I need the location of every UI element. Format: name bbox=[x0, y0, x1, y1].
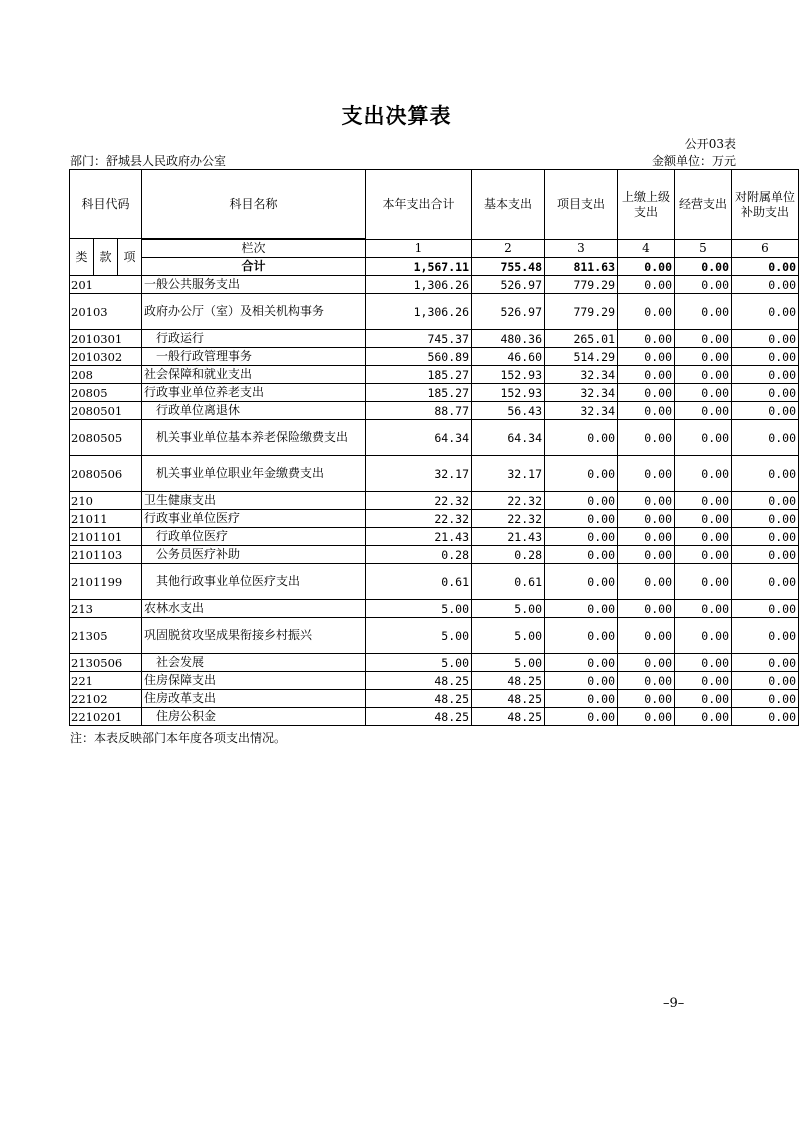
total-value: 0.00 bbox=[732, 258, 799, 276]
amount-cell: 5.00 bbox=[472, 654, 545, 672]
amount-cell: 0.00 bbox=[618, 366, 675, 384]
amount-cell: 0.00 bbox=[732, 708, 799, 726]
amount-cell: 0.00 bbox=[732, 672, 799, 690]
table-row bbox=[70, 294, 799, 330]
amount-cell: 0.00 bbox=[618, 546, 675, 564]
amount-cell: 0.00 bbox=[545, 492, 618, 510]
subject-name: 行政事业单位养老支出 bbox=[142, 384, 366, 402]
amount-cell: 0.00 bbox=[732, 618, 799, 654]
amount-cell: 185.27 bbox=[366, 366, 472, 384]
amount-cell: 0.28 bbox=[472, 546, 545, 564]
column-index-6: 6 bbox=[732, 240, 799, 258]
amount-cell: 0.00 bbox=[618, 672, 675, 690]
amount-cell: 48.25 bbox=[366, 708, 472, 726]
amount-cell: 0.00 bbox=[675, 420, 732, 456]
total-label: 合计 bbox=[142, 258, 366, 276]
amount-cell: 0.00 bbox=[675, 564, 732, 600]
amount-cell: 0.00 bbox=[618, 528, 675, 546]
amount-cell: 22.32 bbox=[366, 492, 472, 510]
amount-cell: 0.00 bbox=[545, 510, 618, 528]
subject-code: 210 bbox=[70, 492, 142, 510]
table-row bbox=[70, 618, 799, 654]
amount-cell: 779.29 bbox=[545, 276, 618, 294]
column-index-4: 4 bbox=[618, 240, 675, 258]
table-row bbox=[70, 366, 799, 384]
header-subsidy: 对附属单位补助支出 bbox=[732, 170, 799, 240]
amount-cell: 745.37 bbox=[366, 330, 472, 348]
amount-cell: 5.00 bbox=[366, 618, 472, 654]
table-row bbox=[70, 330, 799, 348]
amount-cell: 0.00 bbox=[675, 654, 732, 672]
amount-cell: 0.00 bbox=[732, 564, 799, 600]
amount-cell: 0.00 bbox=[675, 402, 732, 420]
amount-cell: 0.00 bbox=[675, 294, 732, 330]
subject-name: 卫生健康支出 bbox=[142, 492, 366, 510]
header-business: 经营支出 bbox=[675, 170, 732, 240]
subject-name: 住房保障支出 bbox=[142, 672, 366, 690]
amount-cell: 0.00 bbox=[618, 654, 675, 672]
subject-code: 2080506 bbox=[70, 456, 142, 492]
amount-cell: 0.00 bbox=[732, 348, 799, 366]
amount-cell: 32.34 bbox=[545, 366, 618, 384]
subject-code: 20805 bbox=[70, 384, 142, 402]
amount-cell: 0.00 bbox=[618, 618, 675, 654]
amount-cell: 0.00 bbox=[545, 690, 618, 708]
subject-name: 住房改革支出 bbox=[142, 690, 366, 708]
subject-name: 巩固脱贫攻坚成果衔接乡村振兴 bbox=[142, 618, 366, 654]
subject-name: 行政运行 bbox=[142, 330, 366, 348]
amount-cell: 0.00 bbox=[675, 618, 732, 654]
header-code: 科目代码 bbox=[70, 170, 142, 239]
amount-cell: 0.00 bbox=[618, 420, 675, 456]
amount-cell: 0.00 bbox=[618, 384, 675, 402]
amount-cell: 514.29 bbox=[545, 348, 618, 366]
amount-cell: 0.00 bbox=[732, 294, 799, 330]
amount-cell: 0.00 bbox=[675, 528, 732, 546]
amount-cell: 88.77 bbox=[366, 402, 472, 420]
subject-name: 公务员医疗补助 bbox=[142, 546, 366, 564]
table-row bbox=[70, 564, 799, 600]
amount-cell: 0.00 bbox=[618, 456, 675, 492]
amount-cell: 560.89 bbox=[366, 348, 472, 366]
amount-cell: 48.25 bbox=[366, 690, 472, 708]
table-row bbox=[70, 600, 799, 618]
subject-code: 221 bbox=[70, 672, 142, 690]
subject-code: 208 bbox=[70, 366, 142, 384]
subject-code: 201 bbox=[70, 276, 142, 294]
subject-name: 行政事业单位医疗 bbox=[142, 510, 366, 528]
page-number: –9– bbox=[663, 996, 685, 1011]
subject-name: 其他行政事业单位医疗支出 bbox=[142, 564, 366, 600]
subject-code: 2101103 bbox=[70, 546, 142, 564]
amount-cell: 0.61 bbox=[366, 564, 472, 600]
subject-name: 一般公共服务支出 bbox=[142, 276, 366, 294]
amount-cell: 526.97 bbox=[472, 276, 545, 294]
total-value: 1,567.11 bbox=[366, 258, 472, 276]
amount-cell: 32.34 bbox=[545, 384, 618, 402]
amount-cell: 0.00 bbox=[732, 510, 799, 528]
amount-cell: 0.00 bbox=[675, 366, 732, 384]
amount-cell: 0.00 bbox=[618, 564, 675, 600]
unit-label: 金额单位：万元 bbox=[651, 154, 736, 168]
subject-code: 2010302 bbox=[70, 348, 142, 366]
amount-cell: 0.00 bbox=[675, 330, 732, 348]
subject-name: 农林水支出 bbox=[142, 600, 366, 618]
form-number: 公开03表 bbox=[684, 137, 736, 151]
page-title: 支出决算表 bbox=[341, 104, 452, 128]
amount-cell: 0.00 bbox=[618, 402, 675, 420]
total-value: 811.63 bbox=[545, 258, 618, 276]
amount-cell: 0.00 bbox=[732, 366, 799, 384]
amount-cell: 0.00 bbox=[732, 492, 799, 510]
amount-cell: 0.00 bbox=[545, 672, 618, 690]
subject-name: 政府办公厅（室）及相关机构事务 bbox=[142, 294, 366, 330]
subject-code: 2130506 bbox=[70, 654, 142, 672]
subject-name: 社会保障和就业支出 bbox=[142, 366, 366, 384]
amount-cell: 0.00 bbox=[732, 546, 799, 564]
subject-name: 机关事业单位基本养老保险缴费支出 bbox=[142, 420, 366, 456]
amount-cell: 64.34 bbox=[472, 420, 545, 456]
amount-cell: 0.00 bbox=[675, 510, 732, 528]
subject-code: 22102 bbox=[70, 690, 142, 708]
amount-cell: 0.00 bbox=[732, 420, 799, 456]
amount-cell: 0.00 bbox=[618, 510, 675, 528]
column-index-2: 2 bbox=[472, 240, 545, 258]
column-index-5: 5 bbox=[675, 240, 732, 258]
amount-cell: 0.28 bbox=[366, 546, 472, 564]
header-name: 科目名称 bbox=[142, 170, 366, 239]
header-lei: 类 bbox=[70, 239, 94, 276]
table-row bbox=[70, 402, 799, 420]
amount-cell: 22.32 bbox=[472, 510, 545, 528]
subject-code: 20103 bbox=[70, 294, 142, 330]
amount-cell: 1,306.26 bbox=[366, 276, 472, 294]
amount-cell: 265.01 bbox=[545, 330, 618, 348]
header-row bbox=[70, 170, 799, 239]
amount-cell: 0.00 bbox=[545, 528, 618, 546]
amount-cell: 0.00 bbox=[618, 492, 675, 510]
amount-cell: 0.00 bbox=[618, 708, 675, 726]
amount-cell: 0.00 bbox=[732, 528, 799, 546]
table-note: 注：本表反映部门本年度各项支出情况。 bbox=[70, 731, 287, 745]
amount-cell: 0.00 bbox=[675, 456, 732, 492]
amount-cell: 0.00 bbox=[545, 564, 618, 600]
table-row bbox=[70, 708, 799, 726]
amount-cell: 64.34 bbox=[366, 420, 472, 456]
expenditure-table bbox=[69, 169, 799, 726]
amount-cell: 0.00 bbox=[545, 546, 618, 564]
subject-code: 21011 bbox=[70, 510, 142, 528]
amount-cell: 152.93 bbox=[472, 366, 545, 384]
amount-cell: 0.00 bbox=[732, 330, 799, 348]
amount-cell: 185.27 bbox=[366, 384, 472, 402]
header-lanci: 栏次 bbox=[142, 240, 366, 258]
subject-name: 住房公积金 bbox=[142, 708, 366, 726]
amount-cell: 0.00 bbox=[545, 654, 618, 672]
amount-cell: 32.17 bbox=[366, 456, 472, 492]
table-row bbox=[70, 528, 799, 546]
amount-cell: 21.43 bbox=[366, 528, 472, 546]
amount-cell: 21.43 bbox=[472, 528, 545, 546]
amount-cell: 32.17 bbox=[472, 456, 545, 492]
header-upper: 上缴上级支出 bbox=[618, 170, 675, 240]
amount-cell: 0.00 bbox=[545, 456, 618, 492]
amount-cell: 0.00 bbox=[732, 402, 799, 420]
amount-cell: 0.00 bbox=[618, 294, 675, 330]
amount-cell: 0.00 bbox=[618, 330, 675, 348]
amount-cell: 0.61 bbox=[472, 564, 545, 600]
header-xiang: 项 bbox=[118, 239, 142, 276]
amount-cell: 0.00 bbox=[732, 456, 799, 492]
amount-cell: 0.00 bbox=[675, 708, 732, 726]
amount-cell: 48.25 bbox=[472, 672, 545, 690]
table-row bbox=[70, 510, 799, 528]
subject-code: 213 bbox=[70, 600, 142, 618]
amount-cell: 0.00 bbox=[675, 672, 732, 690]
amount-cell: 5.00 bbox=[366, 600, 472, 618]
subject-name: 一般行政管理事务 bbox=[142, 348, 366, 366]
subject-code: 2010301 bbox=[70, 330, 142, 348]
amount-cell: 5.00 bbox=[472, 618, 545, 654]
table-row bbox=[70, 672, 799, 690]
column-index-row bbox=[70, 240, 799, 258]
column-index-3: 3 bbox=[545, 240, 618, 258]
total-value: 0.00 bbox=[618, 258, 675, 276]
amount-cell: 0.00 bbox=[618, 348, 675, 366]
subject-code: 2101199 bbox=[70, 564, 142, 600]
header-project: 项目支出 bbox=[545, 170, 618, 240]
table-row bbox=[70, 492, 799, 510]
amount-cell: 0.00 bbox=[545, 708, 618, 726]
amount-cell: 46.60 bbox=[472, 348, 545, 366]
header-kuan: 款 bbox=[94, 239, 118, 276]
table-header bbox=[70, 170, 799, 276]
subject-code: 2080501 bbox=[70, 402, 142, 420]
amount-cell: 0.00 bbox=[675, 492, 732, 510]
subject-code: 2210201 bbox=[70, 708, 142, 726]
amount-cell: 152.93 bbox=[472, 384, 545, 402]
subject-name: 机关事业单位职业年金缴费支出 bbox=[142, 456, 366, 492]
amount-cell: 0.00 bbox=[732, 384, 799, 402]
amount-cell: 0.00 bbox=[618, 276, 675, 294]
amount-cell: 56.43 bbox=[472, 402, 545, 420]
amount-cell: 0.00 bbox=[732, 600, 799, 618]
amount-cell: 32.34 bbox=[545, 402, 618, 420]
amount-cell: 779.29 bbox=[545, 294, 618, 330]
amount-cell: 0.00 bbox=[732, 690, 799, 708]
total-value: 755.48 bbox=[472, 258, 545, 276]
table-row bbox=[70, 276, 799, 294]
table-row bbox=[70, 690, 799, 708]
amount-cell: 526.97 bbox=[472, 294, 545, 330]
table-body bbox=[70, 276, 799, 726]
header-total: 本年支出合计 bbox=[366, 170, 472, 240]
amount-cell: 0.00 bbox=[732, 276, 799, 294]
department-label: 部门：舒城县人民政府办公室 bbox=[70, 154, 227, 168]
subject-name: 社会发展 bbox=[142, 654, 366, 672]
amount-cell: 1,306.26 bbox=[366, 294, 472, 330]
column-index-1: 1 bbox=[366, 240, 472, 258]
subject-name: 行政单位医疗 bbox=[142, 528, 366, 546]
amount-cell: 0.00 bbox=[675, 384, 732, 402]
amount-cell: 0.00 bbox=[545, 618, 618, 654]
table-row bbox=[70, 348, 799, 366]
table-row bbox=[70, 420, 799, 456]
amount-cell: 0.00 bbox=[545, 420, 618, 456]
total-value: 0.00 bbox=[675, 258, 732, 276]
amount-cell: 480.36 bbox=[472, 330, 545, 348]
table-row bbox=[70, 654, 799, 672]
amount-cell: 0.00 bbox=[675, 546, 732, 564]
amount-cell: 0.00 bbox=[675, 600, 732, 618]
amount-cell: 22.32 bbox=[366, 510, 472, 528]
amount-cell: 0.00 bbox=[732, 654, 799, 672]
total-row bbox=[70, 258, 799, 276]
amount-cell: 48.25 bbox=[472, 690, 545, 708]
amount-cell: 5.00 bbox=[366, 654, 472, 672]
subject-code: 21305 bbox=[70, 618, 142, 654]
table-row bbox=[70, 546, 799, 564]
amount-cell: 0.00 bbox=[618, 600, 675, 618]
amount-cell: 0.00 bbox=[675, 348, 732, 366]
amount-cell: 0.00 bbox=[675, 690, 732, 708]
amount-cell: 0.00 bbox=[675, 276, 732, 294]
amount-cell: 0.00 bbox=[545, 600, 618, 618]
amount-cell: 22.32 bbox=[472, 492, 545, 510]
subject-name: 行政单位离退休 bbox=[142, 402, 366, 420]
amount-cell: 48.25 bbox=[366, 672, 472, 690]
amount-cell: 0.00 bbox=[618, 690, 675, 708]
header-basic: 基本支出 bbox=[472, 170, 545, 240]
table-row bbox=[70, 384, 799, 402]
subject-code: 2101101 bbox=[70, 528, 142, 546]
amount-cell: 48.25 bbox=[472, 708, 545, 726]
amount-cell: 5.00 bbox=[472, 600, 545, 618]
table-row bbox=[70, 456, 799, 492]
subject-code: 2080505 bbox=[70, 420, 142, 456]
